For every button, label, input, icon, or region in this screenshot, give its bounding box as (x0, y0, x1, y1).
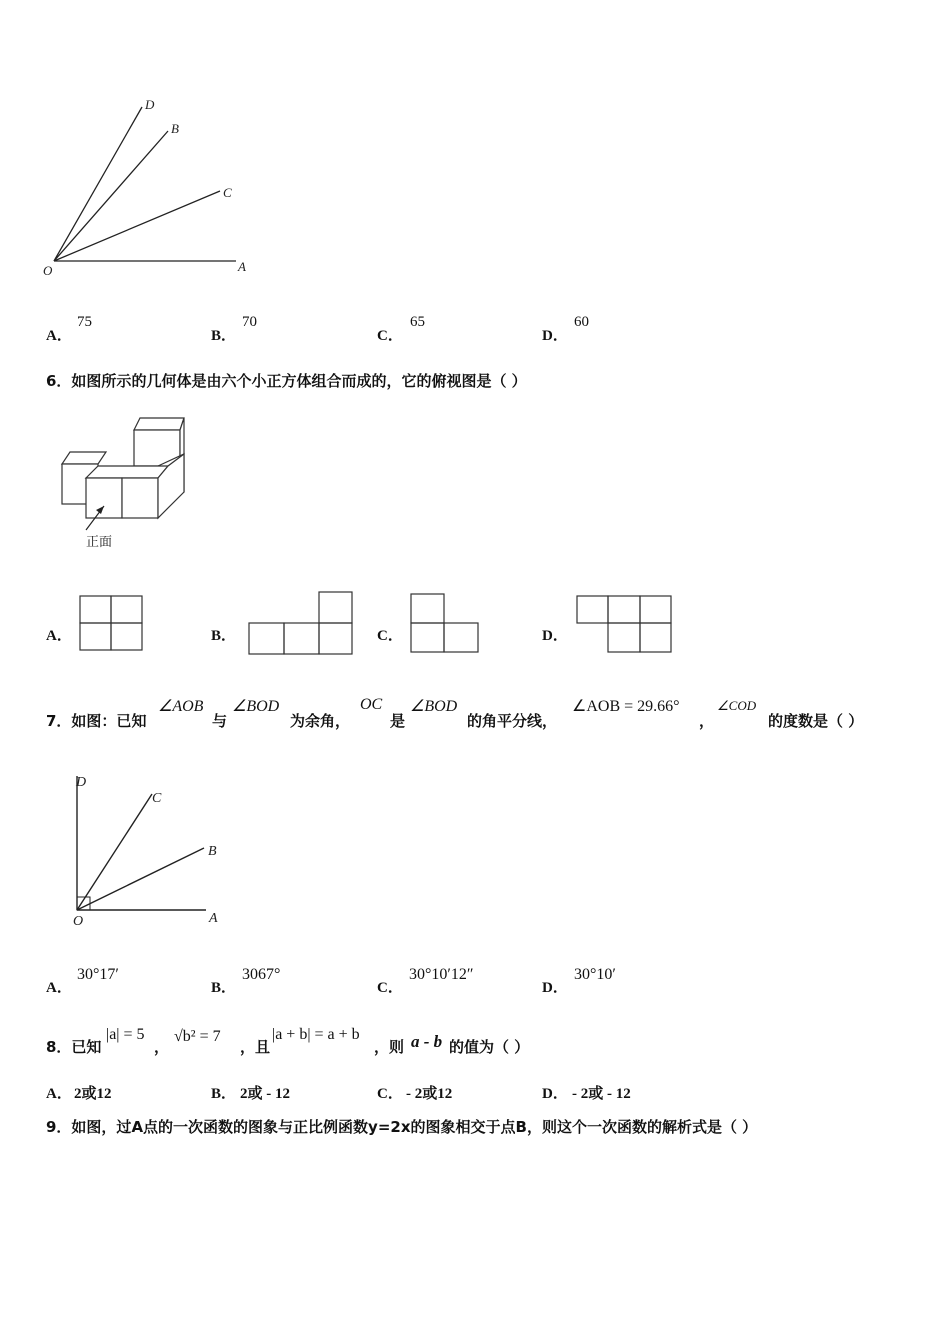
q6-option-b-figure (247, 590, 357, 656)
q8-option-d-value: - 2或 - 12 (572, 1086, 631, 1102)
q9-stem: 9．如图，过A点的一次函数的图象与正比例函数y=2x的图象相交于点B，则这个一次函数的解析式是（ ） (46, 1118, 758, 1136)
q8-text-then: ，则 (374, 1038, 405, 1056)
q6-option-c-figure (409, 592, 483, 654)
point-d-label: D (145, 97, 155, 112)
q6-option-c-letter[interactable]: C． (377, 628, 403, 644)
q5-option-c-letter[interactable]: C． (377, 328, 403, 344)
point-o-label: O (73, 914, 84, 929)
q7-angle-aob: ∠AOB (158, 698, 204, 715)
q8-a-minus-b: a - b (411, 1032, 443, 1051)
q5-option-b-letter[interactable]: B． (211, 328, 237, 344)
q7-option-a-letter[interactable]: A． (46, 980, 72, 996)
q5-angle-figure (40, 95, 280, 280)
q7-angle-figure (66, 770, 236, 930)
q6-cube-figure (52, 412, 202, 552)
q8-sqrt-b2: √b² = 7 (174, 1028, 221, 1045)
ray-oc (77, 794, 152, 910)
q8-text-and: ，且 (240, 1038, 271, 1056)
q7-suffix: 的度数是（ ） (768, 712, 864, 730)
q5-options (0, 312, 950, 344)
q6-stem: 6．如图所示的几何体是由六个小正方体组合而成的，它的俯视图是（ ） (46, 372, 527, 390)
q7-stem (0, 692, 950, 732)
q5-option-a-value: 75 (77, 314, 92, 330)
q7-angle-cod: ∠COD (717, 698, 757, 713)
q7-aob-value: ∠AOB = 29.66° (572, 698, 680, 715)
q7-option-a-value: 30°17′ (77, 966, 119, 983)
q7-option-c-value: 30°10′12″ (409, 966, 474, 983)
point-c-label: C (223, 185, 232, 200)
q8-option-a-letter[interactable]: A． (46, 1086, 72, 1102)
q8-option-c-letter[interactable]: C． (377, 1086, 403, 1102)
q5-option-d-letter[interactable]: D． (542, 328, 568, 344)
q5-option-d-value: 60 (574, 314, 589, 330)
q6-option-d-figure (575, 594, 677, 656)
q5-option-b-value: 70 (242, 314, 257, 330)
q7-text-bisector: 的角平分线， (467, 712, 558, 730)
q7-angle-bod: ∠BOD (232, 698, 280, 715)
q7-option-c-letter[interactable]: C． (377, 980, 403, 996)
q6-option-a-figure (78, 594, 144, 652)
q7-angle-bod-2: ∠BOD (410, 698, 458, 715)
ray-ob (54, 131, 168, 261)
q8-option-c-value: - 2或12 (406, 1086, 453, 1102)
q8-option-d-letter[interactable]: D． (542, 1086, 568, 1102)
ray-ob (77, 848, 204, 910)
q7-word-is: 是 (390, 712, 406, 730)
q5-option-a-letter[interactable]: A． (46, 328, 72, 344)
q6-option-a-letter[interactable]: A． (46, 628, 72, 644)
q5-option-c-value: 65 (410, 314, 425, 330)
q8-prefix: 8．已知 (46, 1038, 102, 1056)
ray-oc (54, 191, 220, 261)
q8-comma: ， (154, 1038, 170, 1056)
q8-abs-ab: |a + b| = a + b (272, 1026, 360, 1043)
q7-options (0, 962, 950, 998)
point-d-label: D (76, 775, 87, 790)
q6-options (0, 588, 950, 658)
point-b-label: B (171, 121, 179, 136)
q8-suffix: 的值为（ ） (449, 1038, 530, 1056)
ray-od (54, 107, 142, 261)
q7-option-d-letter[interactable]: D． (542, 980, 568, 996)
q6-option-b-letter[interactable]: B． (211, 628, 237, 644)
q7-oc: OC (360, 696, 383, 713)
q8-option-b-value: 2或 - 12 (240, 1086, 290, 1102)
q8-options (0, 1078, 950, 1106)
q7-text-complementary: 为余角， (290, 712, 351, 730)
q7-word-and: 与 (212, 712, 228, 730)
q7-option-b-value: 3067° (242, 966, 281, 983)
q8-option-b-letter[interactable]: B． (211, 1086, 237, 1102)
q7-comma: ， (699, 712, 715, 730)
point-o-label: O (43, 263, 53, 278)
point-c-label: C (152, 791, 162, 806)
q6-option-d-letter[interactable]: D． (542, 628, 568, 644)
point-a-label: A (238, 259, 246, 274)
q7-option-d-value: 30°10′ (574, 966, 616, 983)
q7-prefix: 7．如图：已知 (46, 712, 147, 730)
q8-option-a-value: 2或12 (74, 1086, 112, 1102)
point-b-label: B (208, 844, 217, 859)
front-view-label: 正面 (86, 534, 113, 549)
q8-stem (0, 1022, 950, 1058)
q8-abs-a: |a| = 5 (106, 1026, 145, 1043)
q7-option-b-letter[interactable]: B． (211, 980, 237, 996)
point-a-label: A (209, 911, 218, 926)
